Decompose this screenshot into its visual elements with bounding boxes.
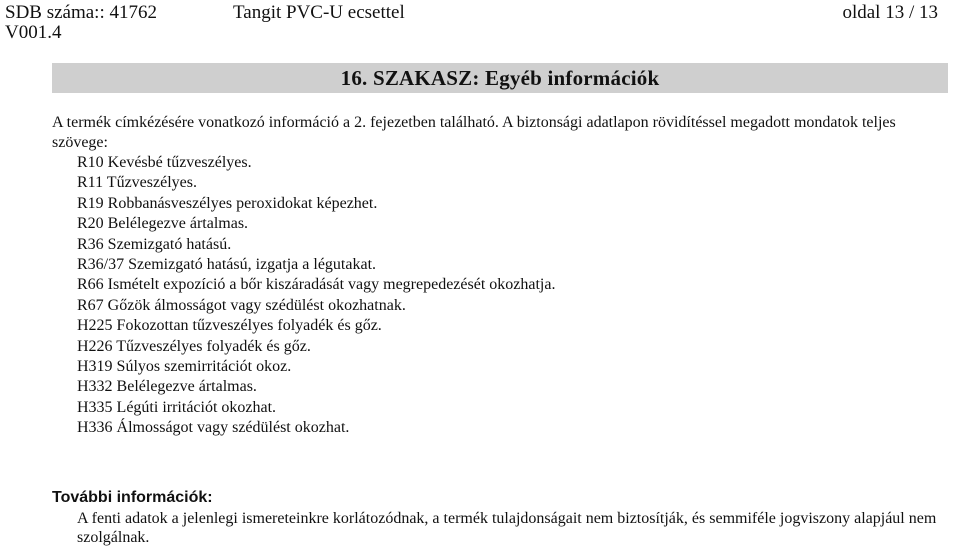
list-item: R11 Tűzveszélyes. (77, 174, 197, 192)
further-info-heading: További információk: (52, 489, 213, 506)
sds-number: SDB száma:: 41762 (5, 2, 157, 23)
page-number: oldal 13 / 13 (842, 2, 938, 23)
product-name: Tangit PVC-U ecsettel (233, 2, 405, 23)
list-item: H225 Fokozottan tűzveszélyes folyadék és gőz. (77, 317, 382, 335)
section-title: 16. SZAKASZ: Egyéb információk (340, 65, 660, 90)
phrase-list (77, 153, 555, 439)
further-info-text: A fenti adatok a jelenlegi ismereteinkre korlátozódnak, a termék tulajdonságait nem biztosítják, és semmiféle jogviszony alapjául nem szolgálnak. (77, 510, 937, 546)
list-item: R36/37 Szemizgató hatású, izgatja a légutakat. (77, 256, 377, 274)
list-item: H226 Tűzveszélyes folyadék és gőz. (77, 337, 311, 355)
list-item: R67 Gőzök álmosságot vagy szédülést okozhatnak. (77, 296, 406, 314)
section-title-bar (52, 63, 948, 93)
list-item: R66 Ismételt expozíció a bőr kiszáradását vagy megrepedezését okozhatja. (77, 276, 556, 294)
list-item: H332 Belélegezve ártalmas. (77, 378, 257, 396)
list-item: R10 Kevésbé tűzveszélyes. (77, 154, 252, 171)
list-item: R36 Szemizgató hatású. (77, 235, 232, 253)
list-item: H335 Légúti irritációt okozhat. (77, 398, 277, 416)
version-number: V001.4 (5, 22, 62, 43)
list-item: H336 Álmosságot vagy szédülést okozhat. (77, 419, 350, 437)
list-item: H319 Súlyos szemirritációt okoz. (77, 358, 292, 376)
list-item: R20 Belélegezve ártalmas. (77, 215, 249, 233)
list-item: R19 Robbanásveszélyes peroxidokat képezhet. (77, 194, 378, 212)
intro-text: A termék címkézésére vonatkozó információ a 2. fejezetben található. A biztonsági adatlapon rövidítéssel megadott mondatok teljes szövege: (52, 114, 896, 151)
